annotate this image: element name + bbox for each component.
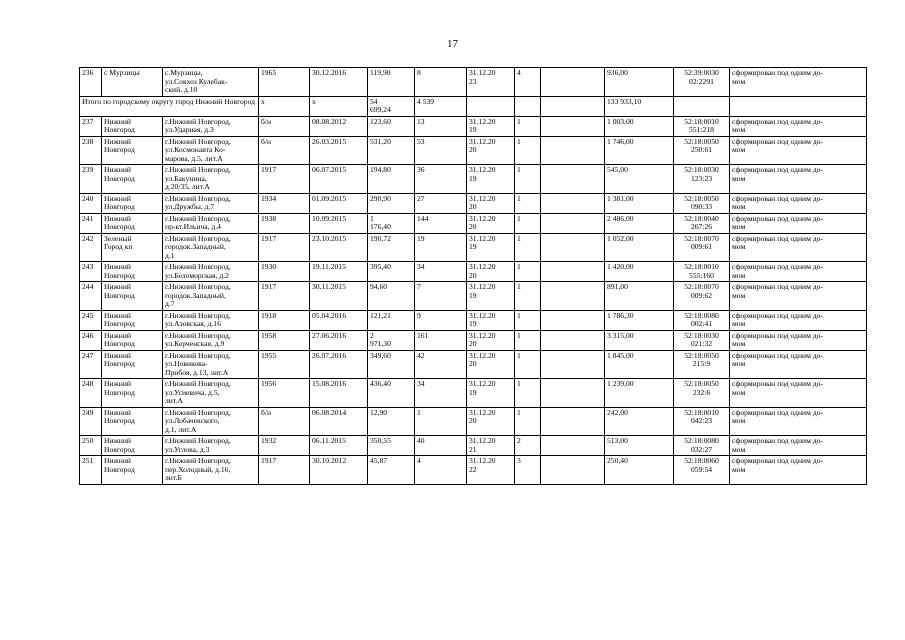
- row-number-cell: 242: [80, 233, 102, 262]
- address-cell: г.Нижний Новгород, ул.Углова, д.3: [163, 436, 259, 456]
- note-cell: сформирован под одним до- мом: [730, 262, 867, 282]
- row-number-cell: 249: [80, 407, 102, 436]
- date-cell: 05.04.2016: [310, 310, 368, 330]
- table-row: [80, 310, 867, 330]
- blank-cell: [541, 310, 605, 330]
- residents-cell: 27: [415, 193, 467, 213]
- settlement-cell: Нижний Новгород: [102, 456, 163, 485]
- note-cell: сформирован под одним до- мом: [730, 436, 867, 456]
- date-cell: 26.07.2016: [310, 350, 368, 379]
- row-number-cell: 243: [80, 262, 102, 282]
- deadline-cell: 31.12.20 22: [467, 456, 515, 485]
- row-number-cell: 238: [80, 136, 102, 165]
- residents-cell: 1: [415, 407, 467, 436]
- deadline-cell: 31.12.20 20: [467, 350, 515, 379]
- count-cell: 1: [515, 193, 541, 213]
- deadline-cell: 31.12.20 20: [467, 407, 515, 436]
- date-cell: 26.03.2015: [310, 136, 368, 165]
- date-cell: 06.08.2014: [310, 407, 368, 436]
- settlement-cell: Нижний Новгород: [102, 262, 163, 282]
- area-cell: 290,90: [368, 193, 415, 213]
- date-cell: 15.08.2016: [310, 379, 368, 408]
- blank-cell: [541, 456, 605, 485]
- settlement-cell: Нижний Новгород: [102, 350, 163, 379]
- count-cell: 1: [515, 350, 541, 379]
- residents-cell: 7: [415, 282, 467, 311]
- area-cell: 12,90: [368, 407, 415, 436]
- cadastre-cell: 52:18:0080 032:27: [674, 436, 730, 456]
- date-cell: 06.07.2015: [310, 165, 368, 194]
- table-row: [80, 136, 867, 165]
- count-cell: 1: [515, 330, 541, 350]
- residents-cell: 144: [415, 213, 467, 233]
- table-row: [80, 350, 867, 379]
- total-empty-5: [730, 96, 867, 116]
- total-area: 54 699,24: [368, 96, 415, 116]
- year-cell: 1930: [259, 262, 310, 282]
- date-cell: 30.11.2015: [310, 282, 368, 311]
- note-cell: сформирован под одним до- мом: [730, 193, 867, 213]
- row-number-cell: 244: [80, 282, 102, 311]
- row-number-cell: 250: [80, 436, 102, 456]
- blank-cell: [541, 233, 605, 262]
- address-cell: г.Нижний Новгород, пер.Холодный, д.16, лит.Б: [163, 456, 259, 485]
- date-cell: 30.10.2012: [310, 456, 368, 485]
- year-cell: 1917: [259, 233, 310, 262]
- blank-cell: [541, 136, 605, 165]
- date-cell: 23.10.2015: [310, 233, 368, 262]
- note-cell: сформирован под одним до- мом: [730, 165, 867, 194]
- note-cell: сформирован под одним до- мом: [730, 310, 867, 330]
- table-row: [80, 379, 867, 408]
- cost-cell: 2 486,00: [605, 213, 674, 233]
- note-cell: сформирован под одним до- мом: [730, 407, 867, 436]
- count-cell: 2: [515, 436, 541, 456]
- residents-cell: 161: [415, 330, 467, 350]
- residents-cell: 53: [415, 136, 467, 165]
- note-cell: сформирован под одним до- мом: [730, 330, 867, 350]
- table-row: [80, 407, 867, 436]
- cost-cell: 1 845,00: [605, 350, 674, 379]
- area-cell: 349,60: [368, 350, 415, 379]
- housing-table: [79, 67, 867, 485]
- address-cell: г.Нижний Новгород, ул.Азовская, д.16: [163, 310, 259, 330]
- settlement-cell: Нижний Новгород: [102, 136, 163, 165]
- note-cell: сформирован под одним до- мом: [730, 233, 867, 262]
- deadline-cell: 31.12.20 20: [467, 193, 515, 213]
- settlement-cell: Нижний Новгород: [102, 310, 163, 330]
- address-cell: г.Нижний Новгород, ул.Дружбы, д.7: [163, 193, 259, 213]
- year-cell: 1932: [259, 436, 310, 456]
- cadastre-cell: 52:18:0030 021:32: [674, 330, 730, 350]
- cadastre-cell: 52:18:0050 232:6: [674, 379, 730, 408]
- settlement-cell: Нижний Новгород: [102, 116, 163, 136]
- cost-cell: 1 052,00: [605, 233, 674, 262]
- deadline-cell: 31.12.20 19: [467, 165, 515, 194]
- year-cell: 1955: [259, 350, 310, 379]
- cost-cell: 1 381,00: [605, 193, 674, 213]
- cadastre-cell: 52:18:0010 551:218: [674, 116, 730, 136]
- address-cell: г.Нижний Новгород, ул.Космонавта Ко- марова, д.5, лит.А: [163, 136, 259, 165]
- total-empty-1: [467, 96, 515, 116]
- cost-cell: 3 315,00: [605, 330, 674, 350]
- total-cost: 133 933,10: [605, 96, 674, 116]
- cadastre-cell: 52:18:0050 250:61: [674, 136, 730, 165]
- count-cell: 1: [515, 407, 541, 436]
- year-cell: б/н: [259, 407, 310, 436]
- address-cell: г.Нижний Новгород, ул.Керченская, д.9: [163, 330, 259, 350]
- year-cell: 1934: [259, 193, 310, 213]
- count-cell: 1: [515, 136, 541, 165]
- address-cell: г.Нижний Новгород, ул.Лобачевского, д.1, лит.А: [163, 407, 259, 436]
- total-empty-3: [541, 96, 605, 116]
- date-cell: 10.09.2015: [310, 213, 368, 233]
- table-row: [80, 282, 867, 311]
- count-cell: 1: [515, 310, 541, 330]
- residents-cell: 9: [415, 310, 467, 330]
- note-cell: сформирован под одним до- мом: [730, 350, 867, 379]
- date-cell: 01.09.2015: [310, 193, 368, 213]
- year-cell: 1917: [259, 456, 310, 485]
- area-cell: 436,40: [368, 379, 415, 408]
- settlement-cell: Нижний Новгород: [102, 330, 163, 350]
- cost-cell: 250,40: [605, 456, 674, 485]
- cost-cell: 891,00: [605, 282, 674, 311]
- cadastre-cell: 52:18:0010 042:23: [674, 407, 730, 436]
- area-cell: 190,72: [368, 233, 415, 262]
- year-cell: 1918: [259, 310, 310, 330]
- page-number: 17: [447, 38, 458, 50]
- total-year: x: [259, 96, 310, 116]
- address-cell: г.Нижний Новгород, городок.Западный, д.1: [163, 233, 259, 262]
- note-cell: сформирован под одним до- мом: [730, 116, 867, 136]
- blank-cell: [541, 282, 605, 311]
- date-cell: 08.08.2012: [310, 116, 368, 136]
- settlement-cell: Нижний Новгород: [102, 165, 163, 194]
- residents-cell: 19: [415, 233, 467, 262]
- deadline-cell: 31.12.20 19: [467, 310, 515, 330]
- total-residents: 4 539: [415, 96, 467, 116]
- area-cell: 119,90: [368, 68, 415, 97]
- residents-cell: 34: [415, 379, 467, 408]
- year-cell: 1965: [259, 68, 310, 97]
- cadastre-cell: 52:18:0060 059:54: [674, 456, 730, 485]
- area-cell: 531,20: [368, 136, 415, 165]
- count-cell: 1: [515, 282, 541, 311]
- blank-cell: [541, 116, 605, 136]
- row-number-cell: 245: [80, 310, 102, 330]
- settlement-cell: Зеленый Город кп: [102, 233, 163, 262]
- cost-cell: 1 239,00: [605, 379, 674, 408]
- deadline-cell: 31.12.20 21: [467, 436, 515, 456]
- cost-cell: 545,00: [605, 165, 674, 194]
- area-cell: 121,21: [368, 310, 415, 330]
- total-row: [80, 96, 867, 116]
- settlement-cell: Нижний Новгород: [102, 213, 163, 233]
- row-number-cell: 241: [80, 213, 102, 233]
- address-cell: г.Нижний Новгород, ул.Ударная, д.3: [163, 116, 259, 136]
- total-empty-4: [674, 96, 730, 116]
- count-cell: 3: [515, 456, 541, 485]
- total-empty-2: [515, 96, 541, 116]
- blank-cell: [541, 436, 605, 456]
- row-number-cell: 236: [80, 68, 102, 97]
- area-cell: 194,80: [368, 165, 415, 194]
- count-cell: 1: [515, 233, 541, 262]
- area-cell: 45,87: [368, 456, 415, 485]
- date-cell: 06.11.2015: [310, 436, 368, 456]
- date-cell: 27.06.2016: [310, 330, 368, 350]
- cost-cell: 1 420,00: [605, 262, 674, 282]
- area-cell: 123,60: [368, 116, 415, 136]
- note-cell: сформирован под одним до- мом: [730, 282, 867, 311]
- row-number-cell: 239: [80, 165, 102, 194]
- table-row: [80, 436, 867, 456]
- deadline-cell: 31.12.20 20: [467, 330, 515, 350]
- date-cell: 30.12.2016: [310, 68, 368, 97]
- deadline-cell: 31.12.20 19: [467, 233, 515, 262]
- residents-cell: 4: [415, 456, 467, 485]
- table-row: [80, 165, 867, 194]
- note-cell: сформирован под одним до- мом: [730, 68, 867, 97]
- row-number-cell: 251: [80, 456, 102, 485]
- total-date: x: [310, 96, 368, 116]
- residents-cell: 34: [415, 262, 467, 282]
- blank-cell: [541, 165, 605, 194]
- row-number-cell: 246: [80, 330, 102, 350]
- cost-cell: 513,00: [605, 436, 674, 456]
- settlement-cell: Нижний Новгород: [102, 193, 163, 213]
- cost-cell: 1 003,00: [605, 116, 674, 136]
- area-cell: 350,55: [368, 436, 415, 456]
- count-cell: 1: [515, 116, 541, 136]
- row-number-cell: 248: [80, 379, 102, 408]
- cadastre-cell: 52:18:0030 123:23: [674, 165, 730, 194]
- count-cell: 1: [515, 165, 541, 194]
- cost-cell: 936,00: [605, 68, 674, 97]
- address-cell: г.Нижний Новгород, ул.Бакунина, д.20/35, лит.А: [163, 165, 259, 194]
- note-cell: сформирован под одним до- мом: [730, 456, 867, 485]
- deadline-cell: 31.12.20 20: [467, 136, 515, 165]
- address-cell: с.Мурзицы, ул.Совхоз Кулебак- ский, д.10: [163, 68, 259, 97]
- cadastre-cell: 52:18:0080 002:41: [674, 310, 730, 330]
- count-cell: 1: [515, 213, 541, 233]
- settlement-cell: Нижний Новгород: [102, 407, 163, 436]
- cadastre-cell: 52:18:0070 009:61: [674, 233, 730, 262]
- note-cell: сформирован под одним до- мом: [730, 379, 867, 408]
- blank-cell: [541, 193, 605, 213]
- deadline-cell: 31.12.20 20: [467, 262, 515, 282]
- year-cell: 1938: [259, 213, 310, 233]
- cadastre-cell: 52:18:0070 009:62: [674, 282, 730, 311]
- table-row: [80, 456, 867, 485]
- address-cell: г.Нижний Новгород, ул.Усиевича, д.5, лит.А: [163, 379, 259, 408]
- blank-cell: [541, 407, 605, 436]
- cadastre-cell: 52:18:0040 267:26: [674, 213, 730, 233]
- total-label: Итого по городскому округу город Нижний Новгород: [80, 96, 259, 116]
- note-cell: сформирован под одним до- мом: [730, 213, 867, 233]
- date-cell: 19.11.2015: [310, 262, 368, 282]
- note-cell: сформирован под одним до- мом: [730, 136, 867, 165]
- settlement-cell: Нижний Новгород: [102, 379, 163, 408]
- row-number-cell: 237: [80, 116, 102, 136]
- cadastre-cell: 52:18:0050 090:33: [674, 193, 730, 213]
- residents-cell: 8: [415, 68, 467, 97]
- settlement-cell: Нижний Новгород: [102, 436, 163, 456]
- cadastre-cell: 52:39:0030 02:2291: [674, 68, 730, 97]
- address-cell: г.Нижний Новгород, пр-кт.Ильича, д.4: [163, 213, 259, 233]
- address-cell: г.Нижний Новгород, городок.Западный, д.7: [163, 282, 259, 311]
- year-cell: 1956: [259, 379, 310, 408]
- settlement-cell: с Мурзицы: [102, 68, 163, 97]
- deadline-cell: 31.12.20 19: [467, 379, 515, 408]
- cost-cell: 1 786,30: [605, 310, 674, 330]
- residents-cell: 13: [415, 116, 467, 136]
- year-cell: 1917: [259, 282, 310, 311]
- deadline-cell: 31.12.20 23: [467, 68, 515, 97]
- residents-cell: 42: [415, 350, 467, 379]
- table-row: [80, 233, 867, 262]
- row-number-cell: 247: [80, 350, 102, 379]
- address-cell: г.Нижний Новгород, ул.Новикова- Прибоя, д.13, лит.А: [163, 350, 259, 379]
- count-cell: 1: [515, 379, 541, 408]
- table-row: [80, 116, 867, 136]
- count-cell: 4: [515, 68, 541, 97]
- table-row: [80, 262, 867, 282]
- table-row: [80, 330, 867, 350]
- blank-cell: [541, 68, 605, 97]
- cost-cell: 242,00: [605, 407, 674, 436]
- table-row: [80, 193, 867, 213]
- blank-cell: [541, 262, 605, 282]
- deadline-cell: 31.12.20 20: [467, 213, 515, 233]
- settlement-cell: Нижний Новгород: [102, 282, 163, 311]
- table-row: [80, 68, 867, 97]
- residents-cell: 40: [415, 436, 467, 456]
- blank-cell: [541, 350, 605, 379]
- cost-cell: 1 746,00: [605, 136, 674, 165]
- deadline-cell: 31.12.20 19: [467, 116, 515, 136]
- cadastre-cell: 52:18:0050 215:9: [674, 350, 730, 379]
- address-cell: г.Нижний Новгород, ул.Беломорская, д.2: [163, 262, 259, 282]
- table-row: [80, 213, 867, 233]
- area-cell: 94,60: [368, 282, 415, 311]
- area-cell: 395,40: [368, 262, 415, 282]
- blank-cell: [541, 379, 605, 408]
- blank-cell: [541, 213, 605, 233]
- area-cell: 2 971,30: [368, 330, 415, 350]
- deadline-cell: 31.12.20 19: [467, 282, 515, 311]
- count-cell: 1: [515, 262, 541, 282]
- cadastre-cell: 52:18:0010 555:160: [674, 262, 730, 282]
- year-cell: 1958: [259, 330, 310, 350]
- row-number-cell: 240: [80, 193, 102, 213]
- year-cell: 1917: [259, 165, 310, 194]
- year-cell: б/н: [259, 116, 310, 136]
- blank-cell: [541, 330, 605, 350]
- area-cell: 1 176,40: [368, 213, 415, 233]
- year-cell: б/н: [259, 136, 310, 165]
- residents-cell: 36: [415, 165, 467, 194]
